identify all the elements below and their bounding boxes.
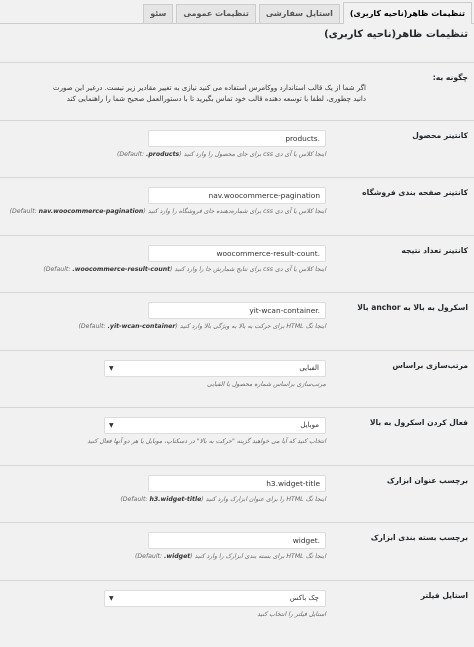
how-to-label: چگونه به: (432, 73, 468, 82)
result-count-container-row (0, 235, 474, 293)
product-container-label: کانتینر محصول (412, 130, 468, 140)
scroll-anchor-label: اسکرول به بالا به anchor بالا (357, 303, 468, 312)
scroll-top-hint: انتخاب کنید که آیا می خواهید گزینه "حرکت به بالا" در دسکتاپ، موبایل یا هر دو آنها فعال کنید (87, 438, 326, 445)
page-title: تنظیمات ظاهر(ناحیه کاربری) (324, 29, 468, 40)
filter-style-hint: استایل فیلتر را انتخاب کنید (257, 610, 326, 618)
how-to-line-1: اگر شما از یک قالب استاندارد ووکامرس استفاده می کنید نیازی به تغییر مقادیر زیر نیست. درغیر این صورت (53, 84, 366, 92)
sort-by-hint: مرتب‌سازی براساس شماره محصول یا الفبایی (207, 380, 326, 388)
how-to-row (0, 62, 474, 120)
tab-seo[interactable]: سئو (143, 4, 173, 23)
pagination-container-hint: اینجا کلاس یا آی دی css برای شماره‌دهنده جای فروشگاه را وارد کنید (Default: nav.woocommerce-pagination) (9, 208, 326, 215)
tab-bar (0, 0, 474, 24)
filter-style-select[interactable] (104, 590, 326, 607)
tab-frontend-settings[interactable]: تنظیمات ظاهر(ناحیه کاربری) (343, 2, 472, 24)
scroll-anchor-input[interactable]: yit-wcan-container. (148, 302, 326, 319)
widget-wrapper-label: برچسب بسته بندی ابزارک (370, 533, 468, 542)
sort-by-select-value: الفبایی (299, 363, 319, 372)
chevron-down-icon: ▼ (109, 594, 114, 602)
result-count-container-input[interactable]: woocommerce-result-count. (148, 245, 326, 262)
pagination-container-input[interactable]: nav.woocommerce-pagination (148, 187, 326, 204)
product-container-hint: اینجا کلاس یا آی دی css برای جای محصول را وارد کنید (Default: .products) (116, 150, 326, 158)
scroll-top-row (0, 407, 474, 465)
scroll-top-select-value: موبایل (300, 421, 319, 429)
pagination-container-row (0, 177, 474, 235)
chevron-down-icon: ▼ (109, 422, 114, 429)
how-to-description (0, 83, 366, 105)
widget-title-label: برچسب عنوان ابزارک (386, 475, 468, 485)
settings-form (0, 62, 474, 637)
scroll-anchor-hint: اینجا تگ HTML برای حرکت به بالا به ویژگی بالا وارد کنید (Default: .yit-wcan-container) (78, 323, 326, 330)
result-count-container-label: کانتینر تعداد نتیجه (401, 245, 468, 255)
sort-by-select[interactable] (104, 360, 326, 377)
widget-wrapper-hint: اینجا تگ HTML برای بسته بندی ابزارک را وارد کنید (Default: .widget) (134, 553, 326, 560)
result-count-container-hint: اینجا کلاس یا آی دی css برای نتایج شمارش جا را وارد کنید (Default: .woocommerce-result-count) (43, 265, 326, 273)
sort-by-row (0, 350, 474, 408)
widget-title-hint: اینجا تگ HTML را برای عنوان ابزارک وارد کنید (Default: h3.widget-title) (120, 495, 326, 503)
filter-style-select-value: چک باکس (289, 593, 319, 602)
widget-wrapper-input[interactable]: widget. (148, 532, 326, 549)
filter-style-row (0, 580, 474, 638)
tab-general-settings[interactable]: تنظیمات عمومی (176, 4, 255, 23)
pagination-container-label: کانتینر صفحه بندی فروشگاه (362, 188, 468, 197)
chevron-down-icon: ▼ (109, 364, 114, 372)
widget-title-row (0, 465, 474, 523)
sort-by-label: مرتب‌سازی براساس (392, 360, 468, 370)
scroll-anchor-row (0, 292, 474, 350)
product-container-input[interactable]: products. (148, 130, 326, 147)
scroll-top-label: فعال کردن اسکرول به بالا (369, 418, 468, 427)
filter-style-label: استایل فیلتر (420, 590, 468, 600)
widget-title-input[interactable]: h3.widget-title (148, 475, 326, 492)
product-container-row (0, 120, 474, 178)
widget-wrapper-row (0, 522, 474, 580)
tab-custom-style[interactable]: استایل سفارشی (259, 4, 340, 23)
scroll-top-select[interactable] (104, 417, 326, 434)
how-to-line-2: دانید چطوری، لطفا با توسعه دهنده قالب خود تماس بگیرید تا با دستورالعمل صحیح شما را راهنمایی کند (66, 95, 366, 103)
